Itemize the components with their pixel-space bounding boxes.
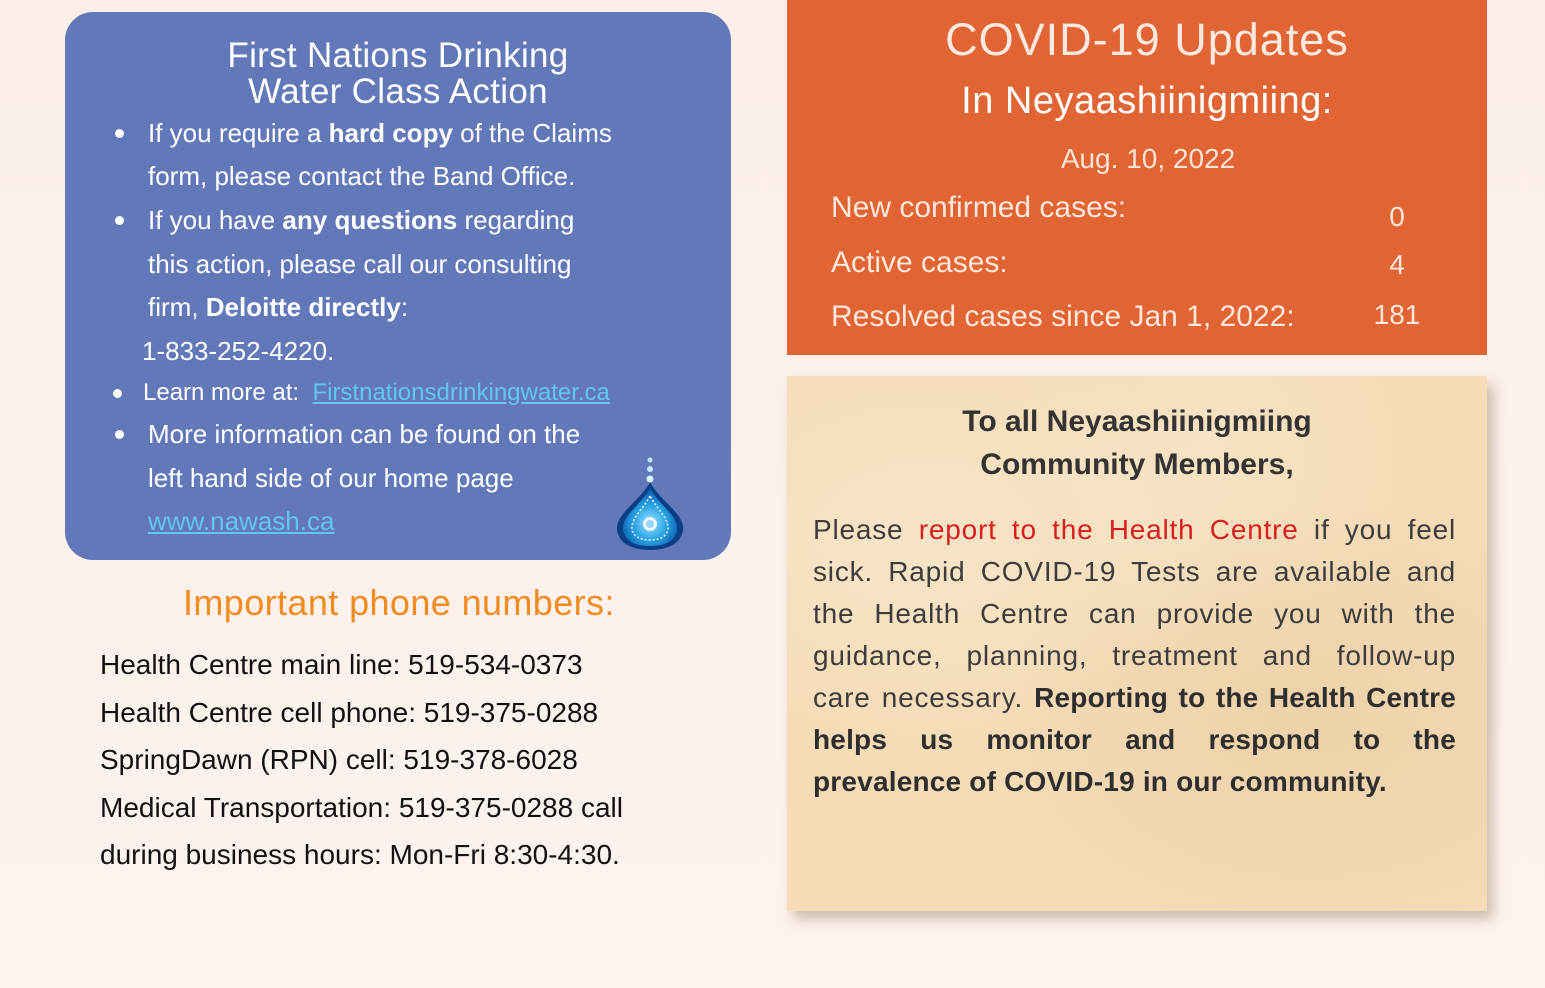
phone-numbers-list: [100, 641, 623, 879]
notice-body-bold: Reporting to the Health Centre helps us monitor and respond to the prevalence of COVID-19 in our community.: [813, 682, 1456, 797]
bullet-hard-copy-line2: form, please contact the Band Office.: [148, 161, 576, 191]
nawash-home-link[interactable]: www.nawash.ca: [148, 506, 335, 536]
phone-line: Health Centre main line: 519-534-0373: [100, 649, 583, 680]
learn-more-label: Learn more at:: [143, 379, 300, 406]
bullet-dot: [115, 129, 124, 138]
water-card-title-line1: First Nations Drinking: [227, 36, 569, 75]
phone-line: during business hours: Mon-Fri 8:30-4:30.: [100, 839, 620, 870]
stat-value-resolved-cases: 181: [1373, 299, 1421, 330]
community-notice-card: [787, 376, 1487, 911]
b2-line3-bold: Deloitte directly: [205, 292, 401, 322]
bullet-dot: [115, 430, 124, 439]
water-class-action-card: [65, 12, 731, 560]
more-info-line1: More information can be found on the: [148, 419, 581, 449]
notice-body: [813, 509, 1456, 803]
phone-numbers-title: Important phone numbers:: [183, 582, 615, 623]
stat-label-new-cases: New confirmed cases:: [831, 191, 1127, 224]
learn-more-line: [143, 371, 610, 415]
stat-label-active-cases: Active cases:: [831, 246, 1008, 279]
covid-subtitle: In Neyaashiinigmiing:: [961, 80, 1333, 122]
bullet-questions-line1: [148, 198, 574, 242]
notice-heading: [787, 400, 1487, 486]
b1-post: of the Claims: [452, 118, 612, 148]
water-card-title-line2: Water Class Action: [248, 72, 548, 111]
water-card-title: [65, 38, 731, 110]
phone-line: Health Centre cell phone: 519-375-0288: [100, 696, 599, 728]
water-drop-icon: [611, 452, 689, 552]
b1-pre: If you require a: [148, 118, 329, 148]
phone-line: SpringDawn (RPN) cell: 519-378-6028: [100, 744, 578, 775]
stat-value-active-cases: 4: [1389, 249, 1405, 280]
b2-post: regarding: [457, 205, 575, 235]
bullet-dot: [115, 216, 124, 225]
notice-heading-line1: To all Neyaashiinigmiing: [962, 405, 1312, 438]
bullet-dot: [113, 389, 122, 398]
deloitte-phone-number: 1-833-252-4220.: [142, 336, 335, 366]
stat-label-resolved-cases: Resolved cases since Jan 1, 2022:: [831, 300, 1295, 333]
b2-line3-pre: firm,: [148, 292, 206, 322]
phone-line: Medical Transportation: 519-375-0288 call: [100, 791, 623, 823]
stat-value-new-cases: 0: [1389, 201, 1405, 232]
bullet-hard-copy-line1: [148, 111, 612, 155]
notice-body-pre: Please: [813, 514, 919, 545]
covid-updates-panel: [787, 0, 1487, 355]
covid-title: COVID-19 Updates: [945, 14, 1349, 65]
notice-body-main: if you feel sick. Rapid COVID-19 Tests are available and the Health Centre can provide you with the guidance, planning, treatment and follow-up care necessary.: [813, 514, 1456, 713]
notice-heading-line2: Community Members,: [980, 448, 1294, 481]
b1-bold: hard copy: [328, 118, 453, 148]
b2-line3-post: :: [400, 292, 409, 322]
b2-pre: If you have: [148, 205, 283, 235]
firstnations-drinking-water-link[interactable]: Firstnationsdrinkingwater.ca: [312, 379, 610, 406]
notice-highlight: report to the Health Centre: [918, 514, 1299, 545]
b2-bold: any questions: [282, 205, 458, 235]
bullet-questions-line3: [148, 285, 408, 329]
bullet-questions-line2: this action, please call our consulting: [148, 249, 572, 279]
covid-date: Aug. 10, 2022: [1060, 143, 1236, 174]
more-info-line2: left hand side of our home page: [148, 463, 514, 493]
